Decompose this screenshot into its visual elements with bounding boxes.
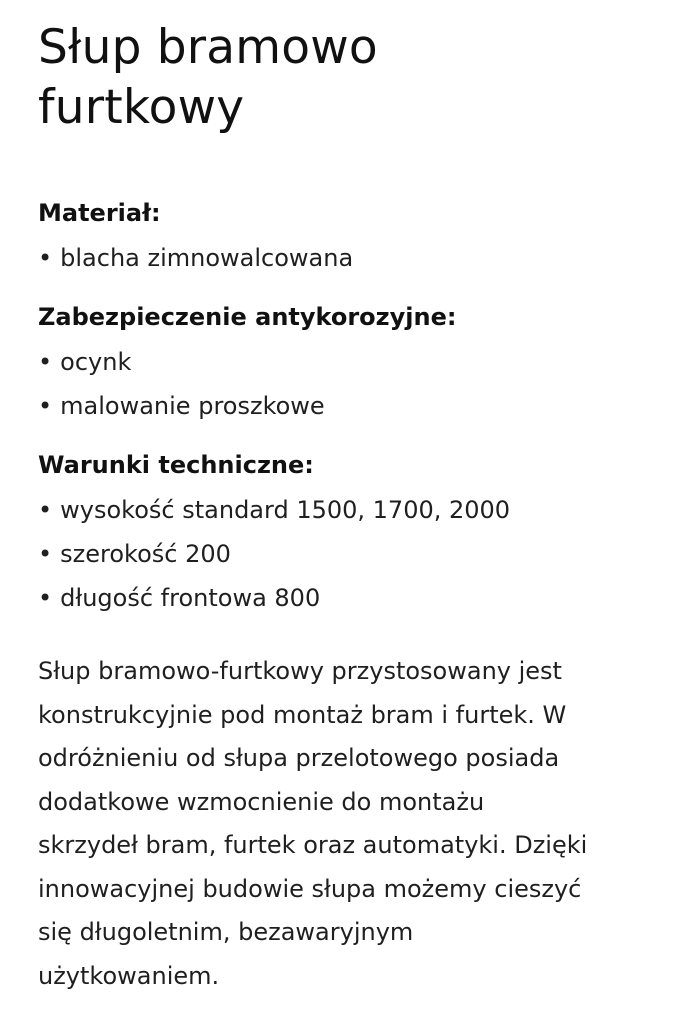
title-line-2: furtkowy <box>38 80 245 135</box>
list-item-text: szerokość 200 <box>60 540 231 568</box>
bullet-list <box>38 236 668 280</box>
bullet-icon: • <box>38 348 53 376</box>
list-item-text: blacha zimnowalcowana <box>60 244 354 272</box>
page-title <box>38 18 668 138</box>
description-line: konstrukcyjnie pod montaż bram i furtek. W <box>38 700 567 729</box>
bullet-list <box>38 488 668 620</box>
section-heading: Materiał: <box>38 199 161 227</box>
list-item <box>38 384 668 428</box>
list-item-text: malowanie proszkowe <box>60 392 325 420</box>
list-item-text: wysokość standard 1500, 1700, 2000 <box>60 496 511 524</box>
list-item <box>38 532 668 576</box>
bullet-icon: • <box>38 244 53 272</box>
bullet-list <box>38 340 668 428</box>
description-line: odróżnieniu od słupa przelotowego posiada <box>38 744 560 772</box>
list-item <box>38 236 668 280</box>
section-heading: Zabezpieczenie antykorozyjne: <box>38 303 457 331</box>
description-line: innowacyjnej budowie słupa możemy cieszyć <box>38 874 582 903</box>
description-line: użytkowaniem. <box>38 961 220 990</box>
title-line-1: Słup bramowo <box>38 20 378 75</box>
list-item <box>38 488 668 532</box>
bullet-icon: • <box>38 496 53 524</box>
description-line: się długoletnim, bezawaryjnym <box>38 918 414 946</box>
description-line: skrzydeł bram, furtek oraz automatyki. Dzięki <box>38 831 588 859</box>
description-paragraph <box>38 650 668 998</box>
description-line: Słup bramowo-furtkowy przystosowany jest <box>38 657 562 685</box>
section-material <box>38 198 668 280</box>
section-corrosion-protection <box>38 302 668 428</box>
section-technical-conditions <box>38 450 668 620</box>
description-line: dodatkowe wzmocnienie do montażu <box>38 787 485 816</box>
list-item-text: długość frontowa 800 <box>60 584 321 612</box>
section-heading: Warunki techniczne: <box>38 451 314 479</box>
list-item <box>38 340 668 384</box>
bullet-icon: • <box>38 584 53 612</box>
product-description <box>38 18 668 998</box>
list-item-text: ocynk <box>60 348 132 376</box>
bullet-icon: • <box>38 540 53 568</box>
list-item <box>38 576 668 620</box>
bullet-icon: • <box>38 392 53 420</box>
